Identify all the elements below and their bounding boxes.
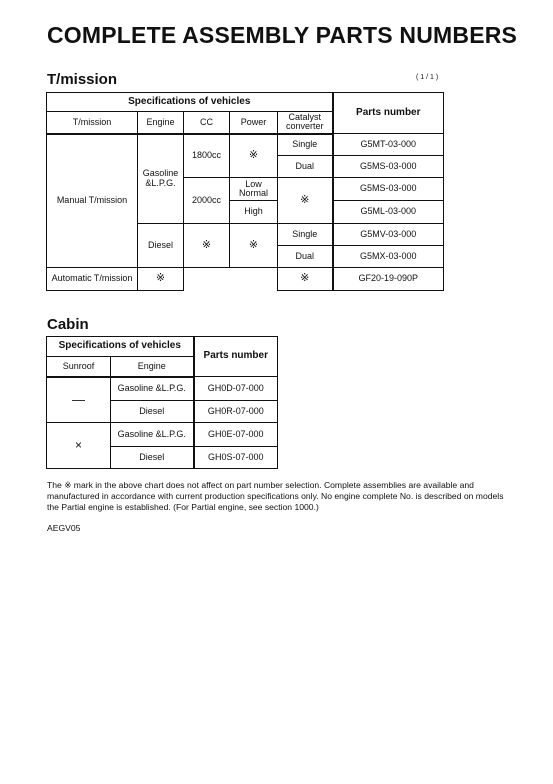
- gasoline-engine-cell: [138, 134, 184, 224]
- power-high-cell: High: [230, 201, 278, 224]
- gasoline-engine-cell: Gasoline &L.P.G.: [111, 423, 194, 447]
- part-number-cell: GH0D-07-000: [194, 377, 278, 401]
- manual-tmission-cell: Manual T/mission: [47, 134, 138, 268]
- engine-mark-cell: ※: [138, 268, 184, 291]
- gasoline-engine-cell: Gasoline &L.P.G.: [111, 377, 194, 401]
- parts-number-header: Parts number: [333, 93, 444, 134]
- diesel-engine-cell: Diesel: [111, 401, 194, 423]
- power-mark-cell: ※: [230, 134, 278, 178]
- automatic-tmission-cell: Automatic T/mission: [47, 268, 138, 291]
- catalyst-dual-cell: Dual: [278, 246, 333, 268]
- col-tmission: T/mission: [47, 112, 138, 134]
- part-number-cell: G5ML-03-000: [333, 201, 444, 224]
- power-mark-cell: ※: [230, 224, 278, 268]
- col-sunroof: Sunroof: [47, 357, 111, 377]
- page-title: COMPLETE ASSEMBLY PARTS NUMBERS: [47, 22, 518, 48]
- tmission-table: [46, 92, 444, 291]
- cabin-spec-header: Specifications of vehicles: [47, 337, 194, 357]
- sunroof-with-cell: ×: [47, 423, 111, 469]
- col-power: Power: [230, 112, 278, 134]
- footnote: The ※ mark in the above chart does not affect on part number selection. Complete assemblies are available and manufactured in accordance with current production specifications only. No engine complete No. is described on models the Partial engine is established. (For Partial engine, see section 1000.): [47, 480, 504, 512]
- tmission-heading: T/mission: [47, 71, 118, 88]
- col-cc: CC: [184, 112, 230, 134]
- cc-2000-cell: 2000cc: [184, 178, 230, 224]
- catalyst-single-cell: Single: [278, 224, 333, 246]
- document-code: AEGV05: [47, 523, 81, 533]
- col-engine: Engine: [138, 112, 184, 134]
- sunroof-without-cell: —: [47, 377, 111, 423]
- part-number-cell: GH0S-07-000: [194, 447, 278, 469]
- cc-mark-cell: ※: [184, 224, 230, 268]
- catalyst-single-cell: Single: [278, 134, 333, 156]
- catalyst-dual-cell: Dual: [278, 156, 333, 178]
- part-number-cell: GF20-19-090P: [333, 268, 444, 291]
- cabin-table: [46, 336, 278, 469]
- part-number-cell: G5MS-03-000: [333, 178, 444, 201]
- gasoline-label: Gasoline &L.P.G.: [142, 168, 179, 188]
- cabin-heading: Cabin: [47, 316, 89, 333]
- diesel-engine-cell: Diesel: [111, 447, 194, 469]
- cabin-parts-number-header: Parts number: [194, 337, 278, 377]
- diesel-engine-cell: Diesel: [138, 224, 184, 268]
- page-number: ( 1 / 1 ): [416, 74, 439, 81]
- col-catalyst: Catalyst converter: [278, 112, 333, 134]
- part-number-cell: G5MV-03-000: [333, 224, 444, 246]
- empty-cell: [230, 268, 278, 291]
- part-number-cell: GH0R-07-000: [194, 401, 278, 423]
- col-engine: Engine: [111, 357, 194, 377]
- power-low-normal-cell: Low Normal: [230, 178, 278, 201]
- part-number-cell: G5MX-03-000: [333, 246, 444, 268]
- spec-header: Specifications of vehicles: [47, 93, 333, 112]
- cc-1800-cell: 1800cc: [184, 134, 230, 178]
- part-number-cell: G5MT-03-000: [333, 134, 444, 156]
- catalyst-mark-cell: ※: [278, 178, 333, 224]
- empty-cell: [184, 268, 230, 291]
- part-number-cell: G5MS-03-000: [333, 156, 444, 178]
- part-number-cell: GH0E-07-000: [194, 423, 278, 447]
- catalyst-mark-cell: ※: [278, 268, 333, 291]
